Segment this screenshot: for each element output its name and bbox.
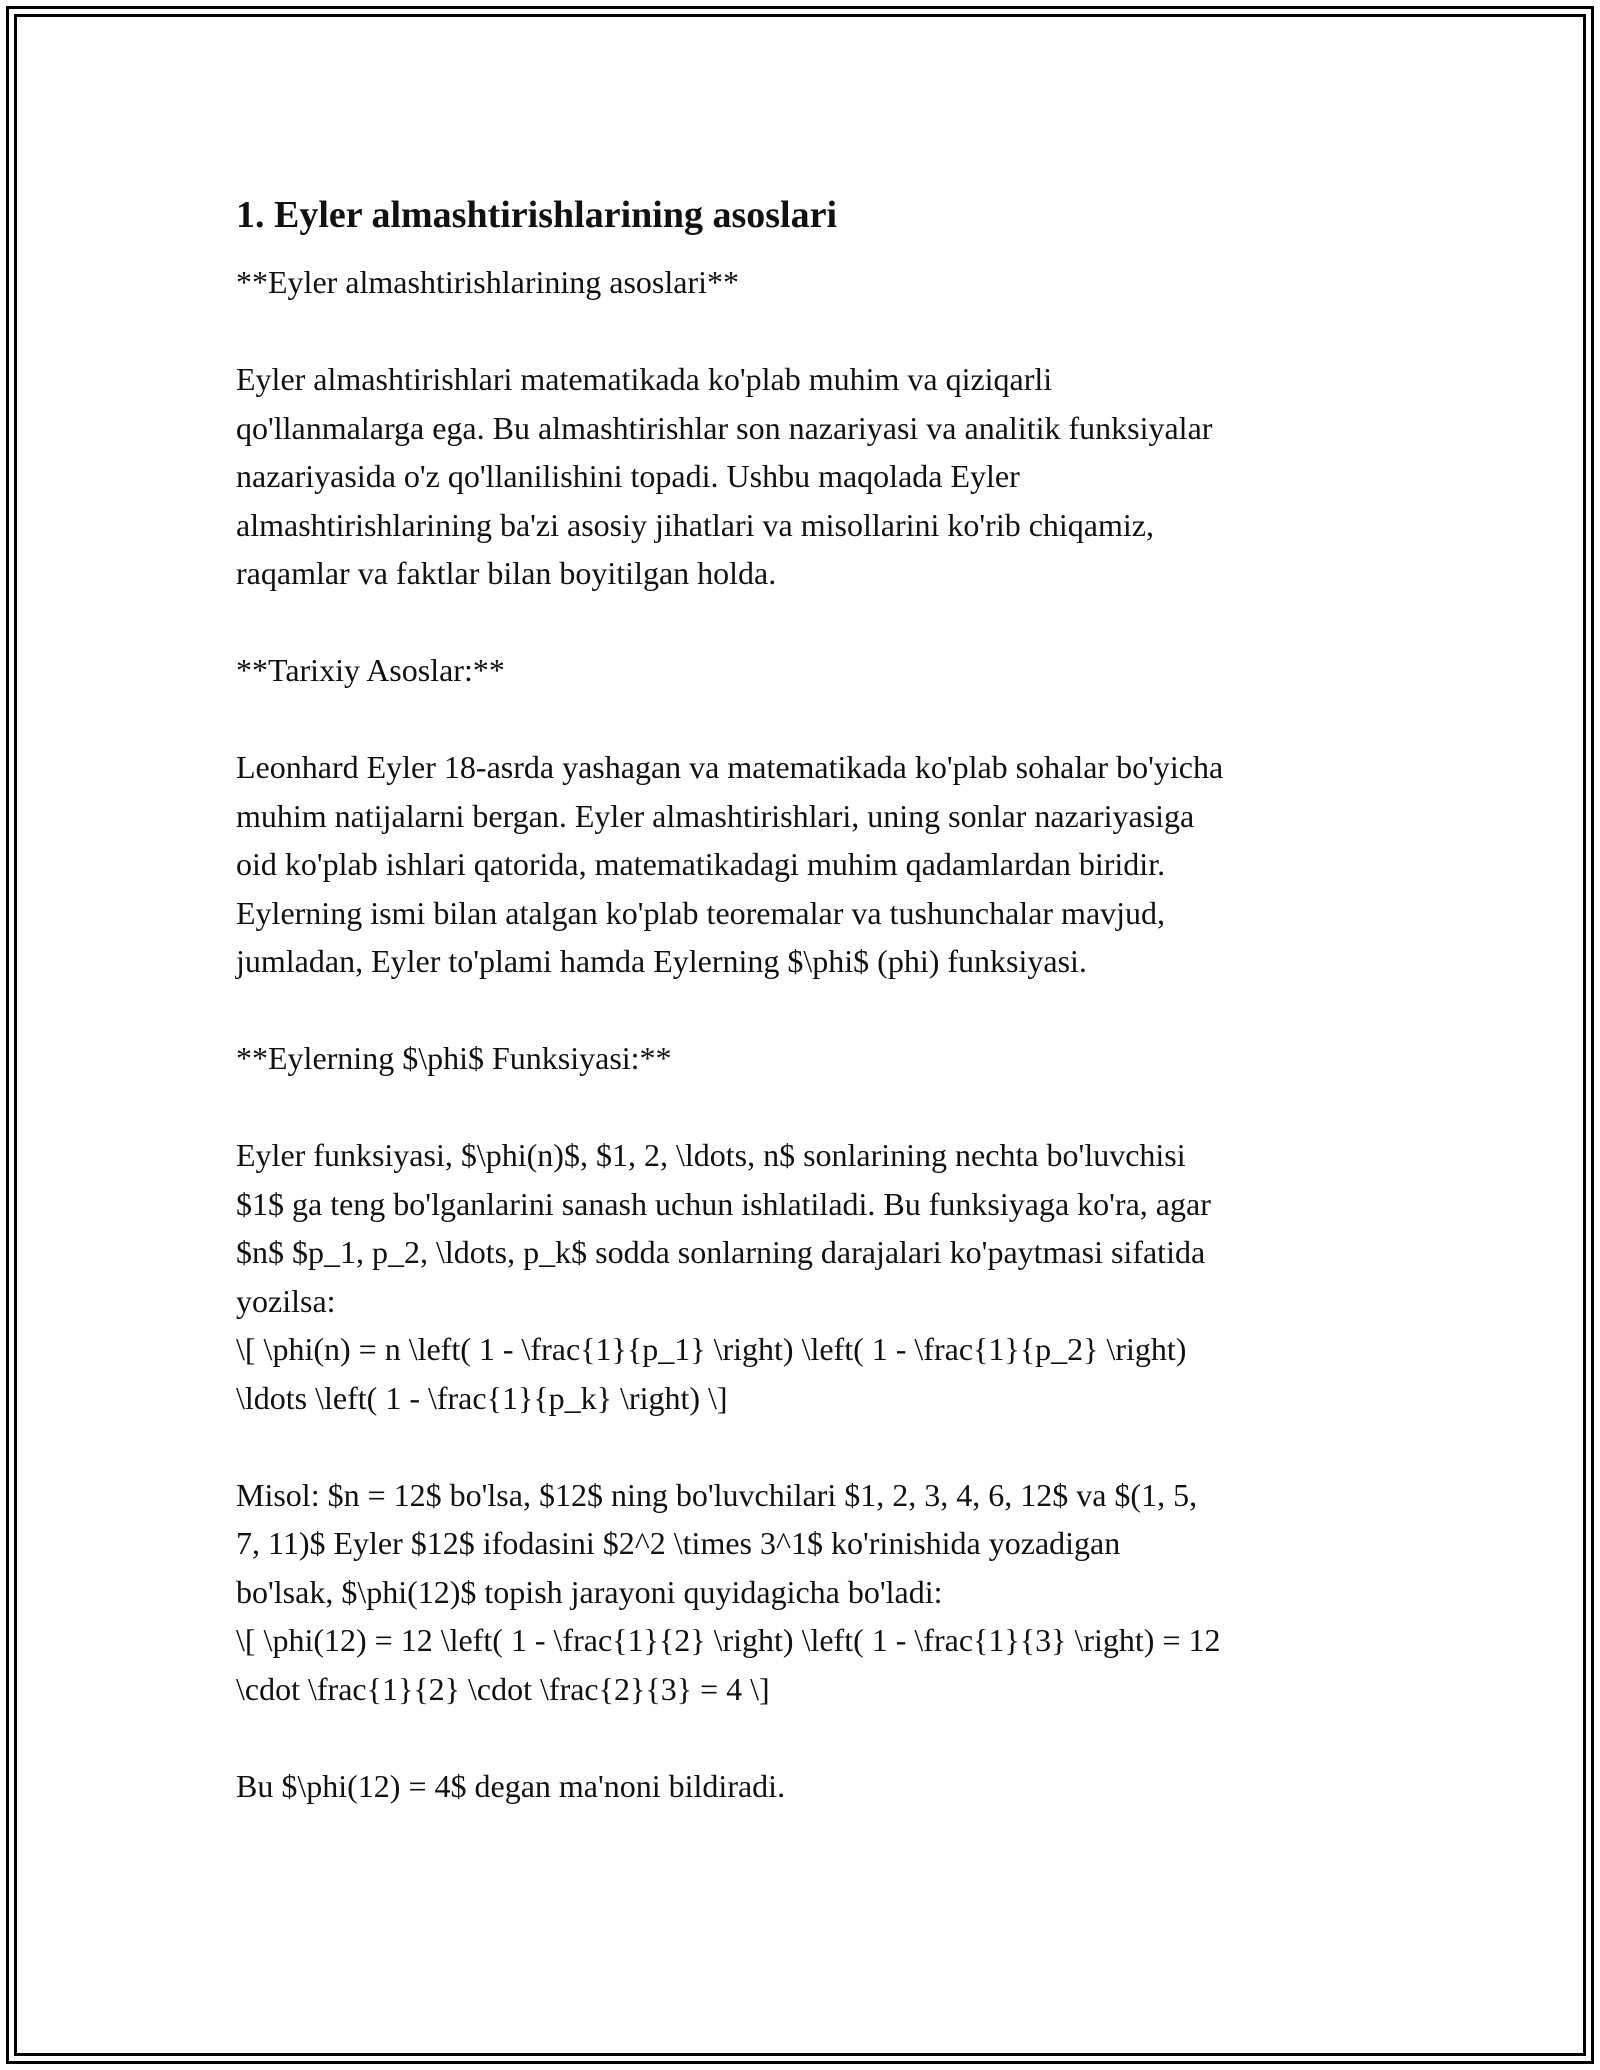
text-line: Bu $\phi(12) = 4$ degan ma'noni bildiradi.: [236, 1767, 786, 1804]
text-line: nazariyasida o'z qo'llanilishini topadi. Ushbu maqolada Eyler: [236, 458, 1020, 494]
text-line: almashtirishlarining ba'zi asosiy jihatlari va misollarini ko'rib chiqamiz,: [236, 506, 1154, 543]
text-line: **Eylerning $\phi$ Funksiyasi:**: [236, 1040, 672, 1076]
blank-line: [236, 1083, 1396, 1132]
blank-line: [236, 695, 1396, 744]
text-line: **Tarixiy Asoslar:**: [236, 652, 505, 688]
text-line: bo'lsak, $\phi(12)$ topish jarayoni quyidagicha bo'ladi:: [236, 1573, 943, 1610]
text-line: $n$ $p_1, p_2, \ldots, p_k$ sodda sonlarning darajalari ko'paytmasi sifatida: [236, 1234, 1206, 1270]
text-line: Misol: $n = 12$ bo'lsa, $12$ ning bo'luvchilari $1, 2, 3, 4, 6, 12$ va $(1, 5,: [236, 1476, 1198, 1513]
body-text: [236, 258, 1396, 1810]
text-line: Eylerning ismi bilan atalgan ko'plab teoremalar va tushunchalar mavjud,: [236, 894, 1166, 931]
text-line: 7, 11)$ Eyler $12$ ifodasini $2^2 \times 3^1$ ko'rinishida yozadigan: [236, 1525, 1121, 1561]
blank-line: [236, 598, 1396, 647]
text-line: \cdot \frac{1}{2} \cdot \frac{2}{3} = 4 \]: [236, 1670, 770, 1707]
text-line: **Eyler almashtirishlarining asoslari**: [236, 264, 739, 300]
blank-line: [236, 1422, 1396, 1471]
document-content: [236, 186, 1396, 1810]
text-line: Eyler almashtirishlari matematikada ko'plab muhim va qiziqarli: [236, 361, 1053, 397]
text-line: \[ \phi(n) = n \left( 1 - \frac{1}{p_1} \right) \left( 1 - \frac{1}{p_2} \right): [236, 1331, 1187, 1367]
text-line: $1$ ga teng bo'lganlarini sanash uchun ishlatiladi. Bu funksiyaga ko'ra, agar: [236, 1185, 1211, 1222]
text-line: Eyler funksiyasi, $\phi(n)$, $1, 2, \ldots, n$ sonlarining nechta bo'luvchisi: [236, 1137, 1186, 1173]
section-heading: 1. Eyler almashtirishlarining asoslari: [236, 194, 838, 236]
text-line: \ldots \left( 1 - \frac{1}{p_k} \right) \]: [236, 1379, 728, 1416]
text-line: raqamlar va faktlar bilan boyitilgan holda.: [236, 555, 777, 591]
blank-line: [236, 307, 1396, 356]
blank-line: [236, 1713, 1396, 1762]
text-line: oid ko'plab ishlari qatorida, matematikadagi muhim qadamlardan biridir.: [236, 846, 1166, 882]
text-line: Leonhard Eyler 18-asrda yashagan va matematikada ko'plab sohalar bo'yicha: [236, 749, 1224, 785]
blank-line: [236, 986, 1396, 1035]
text-line: yozilsa:: [236, 1282, 336, 1319]
text-line: muhim natijalarni bergan. Eyler almashtirishlari, uning sonlar nazariyasiga: [236, 797, 1195, 834]
text-line: qo'llanmalarga ega. Bu almashtirishlar son nazariyasi va analitik funksiyalar: [236, 409, 1213, 446]
text-line: jumladan, Eyler to'plami hamda Eylerning $\phi$ (phi) funksiyasi.: [236, 943, 1087, 979]
text-line: \[ \phi(12) = 12 \left( 1 - \frac{1}{2} \right) \left( 1 - \frac{1}{3} \right) = 12: [236, 1622, 1221, 1658]
